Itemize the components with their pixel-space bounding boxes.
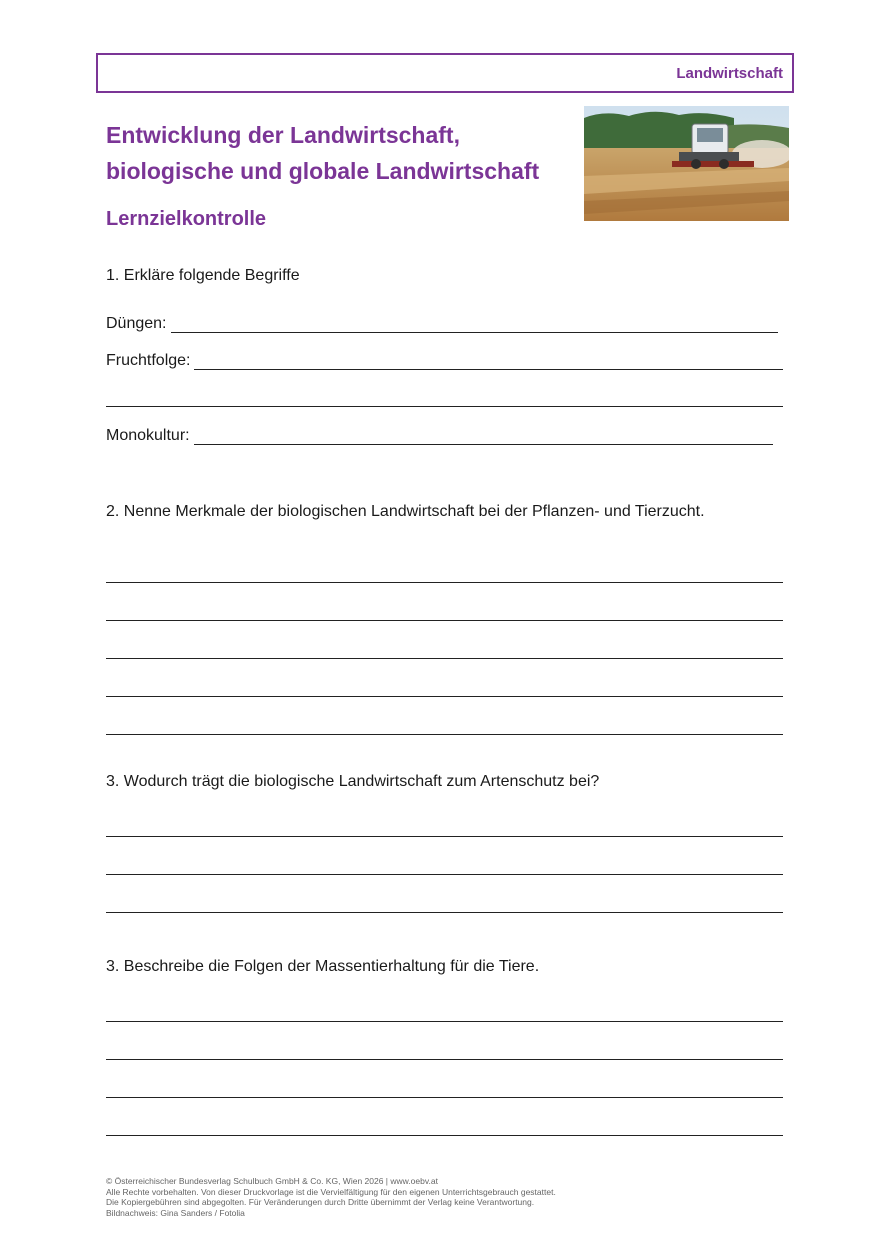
header-box	[96, 53, 794, 93]
answer-line-duengen[interactable]	[171, 318, 779, 333]
term-monokultur	[106, 427, 773, 445]
term-label-fruchtfolge: Fruchtfolge:	[106, 352, 191, 369]
footer-line-2: Alle Rechte vorbehalten. Von dieser Druckvorlage ist die Vervielfältigung für den eigenen Unterrichtsgebrauch gestattet.	[106, 1186, 556, 1197]
answer-line-monokultur[interactable]	[194, 430, 773, 445]
page-title	[106, 117, 586, 189]
footer-line-4: Bildnachweis: Gina Sanders / Fotolia	[106, 1207, 245, 1218]
question-2: 2. Nenne Merkmale der biologischen Landwirtschaft bei der Pflanzen- und Tierzucht.	[106, 503, 705, 520]
question-3: 3. Wodurch trägt die biologische Landwirtschaft zum Artenschutz bei?	[106, 773, 600, 790]
answer-line-q4-1[interactable]	[106, 1021, 783, 1022]
question-1: 1. Erkläre folgende Begriffe	[106, 267, 300, 284]
answer-line-q3-2[interactable]	[106, 874, 783, 875]
answer-line-q3-3[interactable]	[106, 912, 783, 913]
footer-line-3: Die Kopiergebühren sind abgegolten. Für Veränderungen durch Dritte übernimmt der Verlag keine Verantwortung.	[106, 1197, 535, 1207]
footer-line-1: © Österreichischer Bundesverlag Schulbuch GmbH & Co. KG, Wien 2026 | www.oebv.at	[106, 1176, 438, 1186]
answer-line-q2-5[interactable]	[106, 734, 783, 735]
footer-copyright	[106, 1176, 806, 1218]
answer-line-q3-1[interactable]	[106, 836, 783, 837]
term-fruchtfolge	[106, 352, 783, 370]
header-label: Landwirtschaft	[676, 65, 783, 82]
answer-line-fruchtfolge[interactable]	[194, 355, 783, 370]
answer-line-q4-4[interactable]	[106, 1135, 783, 1136]
answer-line-q2-3[interactable]	[106, 658, 783, 659]
answer-line-q2-4[interactable]	[106, 696, 783, 697]
page-subtitle: Lernzielkontrolle	[106, 208, 267, 230]
answer-line-fruchtfolge-2[interactable]	[106, 406, 783, 407]
title-line-2: biologische und globale Landwirtschaft	[106, 158, 540, 184]
term-duengen	[106, 315, 778, 333]
title-line-1: Entwicklung der Landwirtschaft,	[106, 122, 460, 148]
answer-line-q2-1[interactable]	[106, 582, 783, 583]
question-4: 3. Beschreibe die Folgen der Massentierhaltung für die Tiere.	[106, 958, 540, 975]
answer-line-q2-2[interactable]	[106, 620, 783, 621]
term-label-duengen: Düngen:	[106, 315, 167, 332]
answer-line-q4-2[interactable]	[106, 1059, 783, 1060]
term-label-monokultur: Monokultur:	[106, 427, 190, 444]
answer-line-q4-3[interactable]	[106, 1097, 783, 1098]
harvester-photo	[584, 106, 789, 221]
